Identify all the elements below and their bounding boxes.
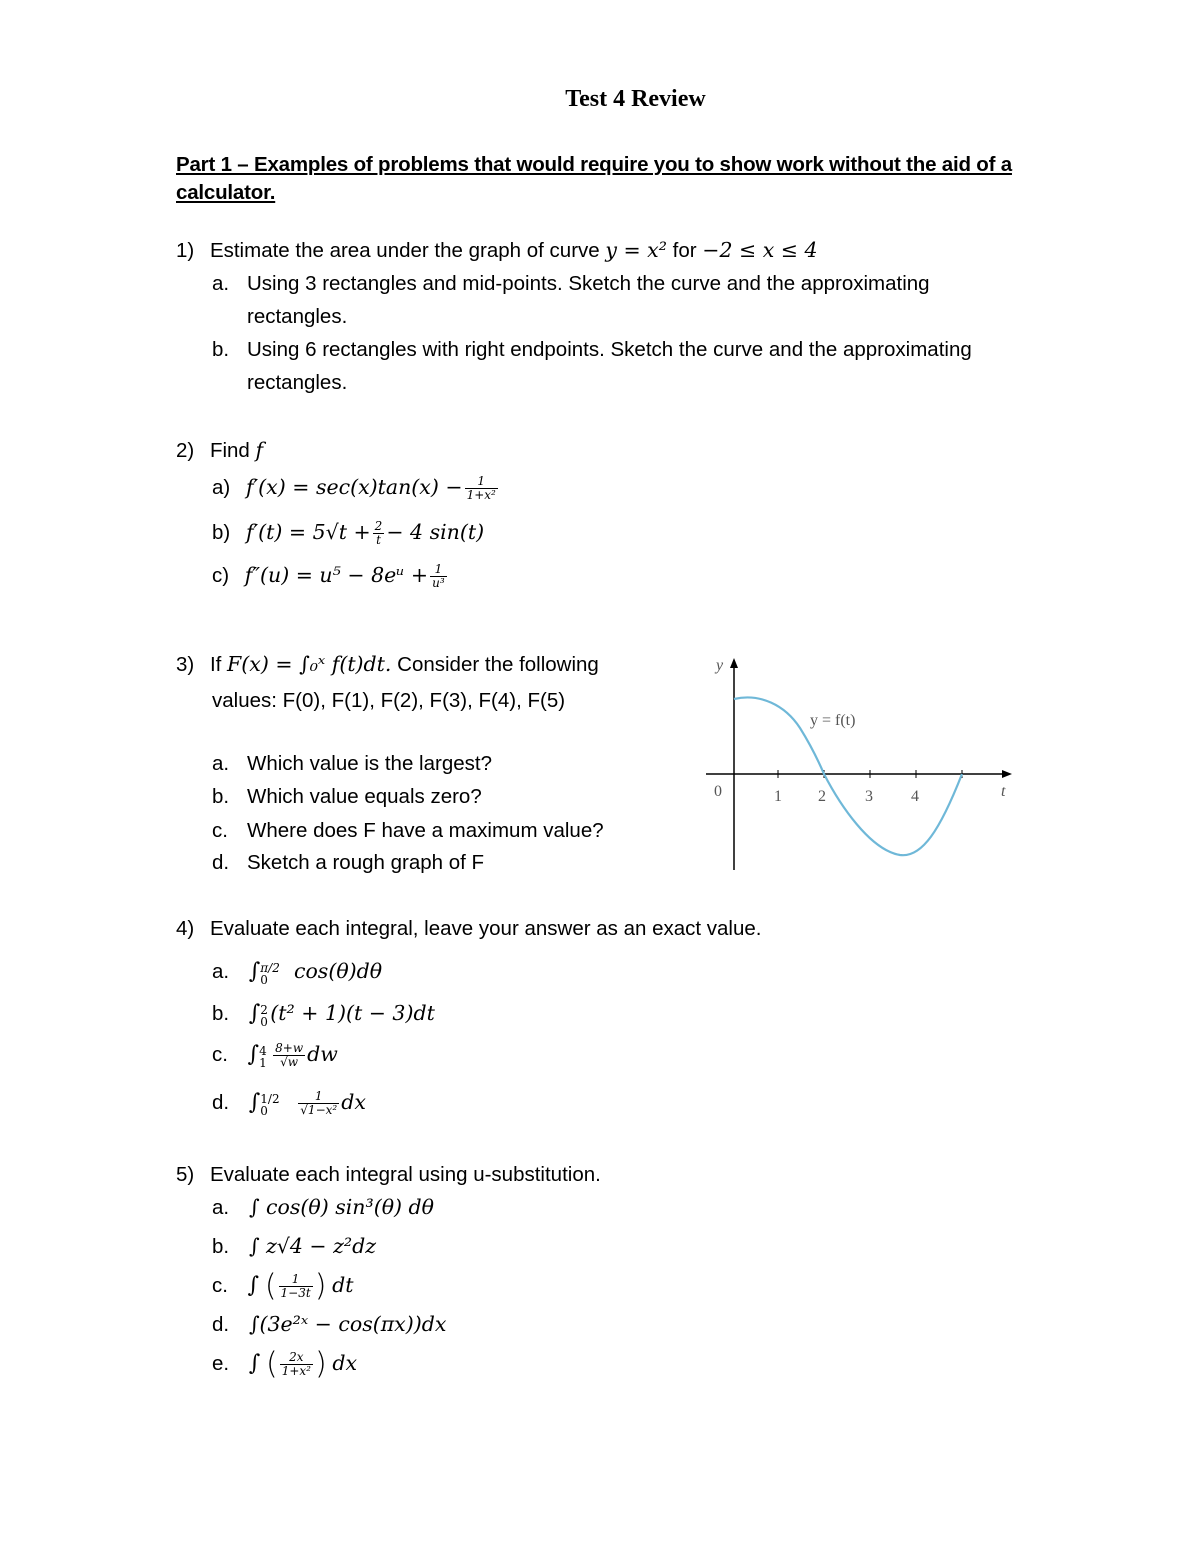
question-number: 2) (176, 439, 195, 462)
q3-item-d-label: d. (212, 851, 230, 874)
item-expression: f′(x) = sec(x)tan(x) − (245, 475, 463, 499)
integrand: cos(θ)dθ (293, 959, 383, 983)
item-label: e. (212, 1352, 230, 1375)
question-text: Estimate the area under the graph of curve (209, 239, 600, 262)
q5-item-b (212, 1233, 376, 1260)
function-name: f (255, 438, 264, 462)
item-expression: f′(t) = 5√t + (245, 520, 371, 544)
q1-item-a-label: a. (212, 272, 230, 295)
differential: dx (332, 1351, 358, 1375)
fraction: $\frac{1}{\text{1+x²}}$ (466, 474, 496, 503)
q3-item-a: Which value is the largest? (247, 752, 492, 775)
integral-sign: ∫ (248, 1090, 261, 1115)
origin-label: 0 (714, 783, 722, 800)
q5-item-e (212, 1346, 358, 1382)
question-number: 1) (176, 239, 195, 262)
domain-range: −2 ≤ x ≤ 4 (702, 238, 818, 262)
question-2 (176, 437, 263, 464)
t-axis-label: t (1001, 783, 1006, 800)
q2-item-a (212, 474, 500, 502)
curve-equation: y = x² (605, 238, 667, 262)
y-axis-arrow (730, 658, 738, 668)
integral-sign: ∫ (248, 959, 261, 984)
integral-expression: ∫ cos(θ) sin³(θ) dθ (248, 1195, 435, 1219)
item-label: b. (212, 1235, 230, 1258)
item-label: b) (212, 521, 231, 544)
question-4 (176, 916, 762, 942)
integral-expression: ∫(3e²ˣ − cos(πx))dx (248, 1312, 447, 1336)
integral-sign: ∫ (247, 1273, 260, 1298)
question-number: 3) (176, 653, 195, 676)
q2-item-c (212, 562, 449, 590)
item-expression: f″(u) = u⁵ − 8eᵘ + (244, 563, 429, 587)
q5-item-c (212, 1268, 354, 1304)
curve-label: y = f(t) (810, 712, 856, 729)
function-graph (700, 650, 1020, 875)
q3-item-c: Where does F have a maximum value? (247, 819, 604, 842)
q4-item-c (212, 1041, 338, 1070)
integral-sign: ∫ (247, 1042, 260, 1067)
integral-limits: 4 1 (259, 1043, 267, 1070)
integral-limits: 2 0 (260, 1002, 268, 1029)
item-expression-tail: − 4 sin(t) (386, 520, 485, 544)
y-axis-label: y (716, 657, 724, 674)
item-label: a. (212, 1196, 230, 1219)
integral-sign: ∫ (248, 1001, 261, 1026)
q3-item-b: Which value equals zero? (247, 785, 482, 808)
q4-item-d (212, 1089, 366, 1118)
q1-item-b-line1: Using 6 rectangles with right endpoints. Sketch the curve and the approximating (247, 338, 972, 361)
tick-label-2: 2 (818, 788, 826, 805)
item-label: c) (212, 564, 230, 587)
question-number: 5) (176, 1163, 195, 1186)
tick-label-4: 4 (911, 788, 919, 805)
right-paren: ) (314, 1268, 327, 1304)
integrand: (t² + 1)(t − 3)dt (270, 1001, 435, 1025)
q1-item-b-line2: rectangles. (247, 371, 348, 394)
differential: dw (307, 1042, 338, 1066)
q3-item-d: Sketch a rough graph of F (247, 851, 485, 874)
part-1-heading: Part 1 – Examples of problems that would require you to show work without the aid of a calculator. (176, 153, 1012, 204)
q5-item-a (212, 1194, 434, 1221)
fraction: $\frac{1}{\text{u³}}$ (432, 562, 445, 591)
question-text: Evaluate each integral, leave your answer as an exact value. (209, 917, 762, 940)
fraction: $\frac{1}{1-3t}$ (280, 1272, 311, 1301)
integral-limits: 1/2 0 (260, 1091, 280, 1118)
q5-item-d (212, 1311, 446, 1338)
item-label: c. (212, 1274, 228, 1297)
tick-label-3: 3 (865, 788, 873, 805)
q3-item-c-label: c. (212, 819, 228, 842)
question-3 (176, 651, 599, 678)
question-text: Evaluate each integral using u-substitution. (209, 1163, 601, 1186)
integral-limits: π/2 0 (260, 960, 280, 987)
right-paren: ) (314, 1346, 327, 1382)
item-label: a. (212, 960, 230, 983)
item-label: c. (212, 1043, 228, 1066)
t-axis-arrow (1002, 770, 1012, 778)
q3-values: values: F(0), F(1), F(2), F(3), F(4), F(5) (212, 689, 566, 712)
tick-label-1: 1 (774, 788, 782, 805)
question-number: 4) (176, 917, 195, 940)
fraction: $\frac{1}{\text{√1−x²}}$ (300, 1089, 338, 1118)
q1-item-a-line2: rectangles. (247, 305, 348, 328)
question-5 (176, 1162, 601, 1188)
item-label: d. (212, 1091, 230, 1114)
for-word: for (672, 239, 697, 262)
item-label: b. (212, 1002, 230, 1025)
q3-item-b-label: b. (212, 785, 230, 808)
fraction: $\frac{2x}{\text{1+x²}}$ (281, 1350, 311, 1379)
item-label: a) (212, 476, 231, 499)
if-word: If (209, 653, 222, 676)
accumulation-function: F(x) = ∫₀ˣ f(t)dt. (227, 652, 392, 676)
q3-item-a-label: a. (212, 752, 230, 775)
page-title: Test 4 Review (565, 86, 706, 112)
q2-item-b (212, 519, 484, 547)
q1-item-b-label: b. (212, 338, 230, 361)
q1-item-a-line1: Using 3 rectangles and mid-points. Sketch the curve and the approximating (247, 272, 930, 295)
fraction: $\frac{2}{t}$ (374, 519, 383, 548)
integral-expression: ∫ z√4 − z²dz (248, 1234, 377, 1258)
fraction: $\frac{8+w}{√w}$ (275, 1041, 304, 1070)
question-text: Find (209, 439, 250, 462)
q4-item-b (212, 1000, 435, 1029)
left-paren: ( (265, 1346, 278, 1382)
left-paren: ( (264, 1268, 277, 1304)
differential: dx (341, 1090, 366, 1114)
question-text: Consider the following (397, 653, 599, 676)
question-1 (176, 237, 818, 264)
item-label: d. (212, 1313, 230, 1336)
integral-sign: ∫ (248, 1351, 261, 1376)
differential: dt (332, 1273, 354, 1297)
q4-item-a (212, 958, 382, 987)
